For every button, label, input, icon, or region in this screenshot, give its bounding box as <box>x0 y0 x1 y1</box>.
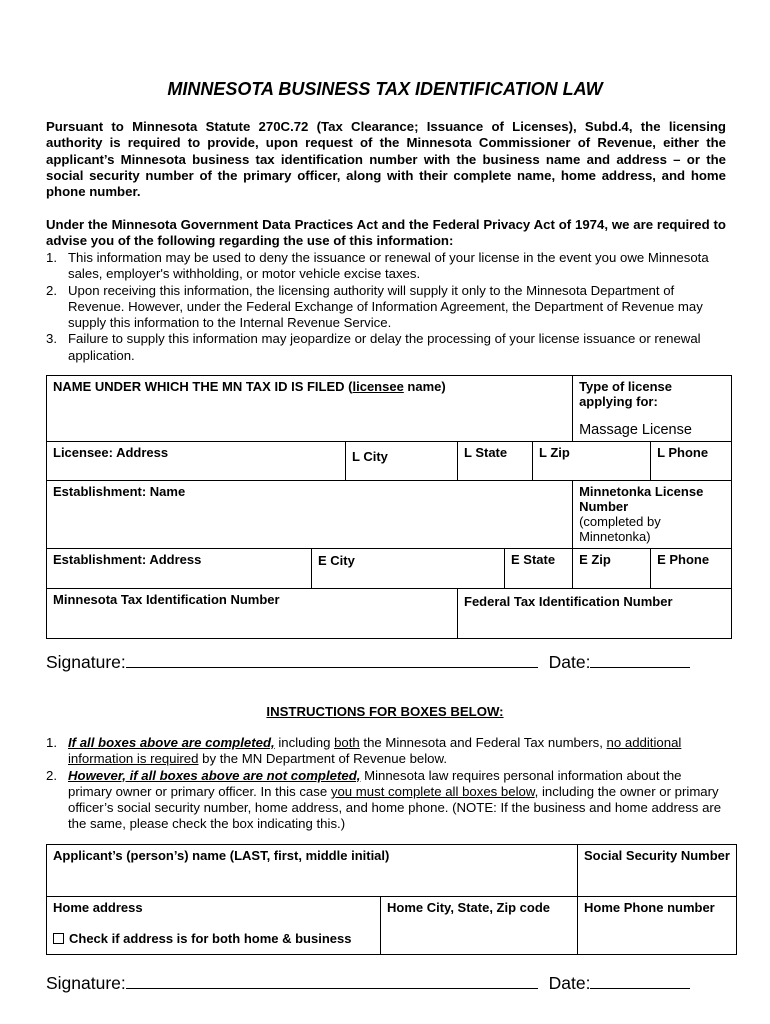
home-city-field[interactable]: Home City, State, Zip code <box>381 897 578 955</box>
license-type-value: Massage License <box>579 422 692 438</box>
minnetonka-license-field[interactable]: Minnetonka License Number (completed by Minnetonka) <box>573 481 732 549</box>
mn-tax-id-field[interactable]: Minnesota Tax Identification Number <box>47 589 458 639</box>
establishment-state-field[interactable]: E State <box>505 549 573 589</box>
business-form <box>46 375 732 639</box>
list-item: 2. However, if all boxes above are not completed, Minnesota law requires personal information about the primary owner or primary officer. In this case you must complete all boxes below, including the owner or primary officer’s social security number, home address, and home phone. (NOTE: If the business and home address are the same, please check the box indicating this.) <box>46 767 722 832</box>
date-line[interactable] <box>590 652 690 668</box>
federal-tax-id-field[interactable]: Federal Tax Identification Number <box>458 589 732 639</box>
establishment-phone-field[interactable]: E Phone <box>651 549 732 589</box>
licensee-name-field[interactable]: NAME UNDER WHICH THE MN TAX ID IS FILED (licensee name) <box>47 376 573 442</box>
ssn-field[interactable]: Social Security Number <box>578 845 737 897</box>
both-address-checkbox[interactable]: Check if address is for both home & business <box>53 931 374 946</box>
list-item: 1. This information may be used to deny the issuance or renewal of your license in the event you owe Minnesota sales, employer's withholding, or motor vehicle excise taxes. <box>46 250 709 282</box>
establishment-address-field[interactable]: Establishment: Address <box>47 549 312 589</box>
personal-info-form <box>46 844 737 955</box>
checkbox-icon[interactable] <box>53 933 64 944</box>
list-item: 2. Upon receiving this information, the licensing authority will supply it only to the Minnesota Department of Revenue. However, under the Federal Exchange of Information Agreement, the Department of Revenue may supply this information to the Internal Revenue Service. <box>46 282 703 331</box>
licensee-state-field[interactable]: L State <box>458 442 533 481</box>
notice-list <box>46 250 726 364</box>
instructions-list <box>46 735 726 833</box>
licensee-city-field[interactable]: L City <box>346 442 458 481</box>
page-title: MINNESOTA BUSINESS TAX IDENTIFICATION LAW <box>167 79 603 99</box>
signature-line[interactable] <box>126 652 538 668</box>
applicant-name-field[interactable]: Applicant’s (person’s) name (LAST, first, middle initial) <box>47 845 578 897</box>
list-item: 3. Failure to supply this information may jeopardize or delay the processing of your license issuance or renewal application. <box>46 331 701 363</box>
licensee-zip-field[interactable]: L Zip <box>533 442 651 481</box>
establishment-name-field[interactable]: Establishment: Name <box>47 481 573 549</box>
signature-row-1: Signature: Date: <box>46 652 690 673</box>
list-item: 1. If all boxes above are completed, including both the Minnesota and Federal Tax numbers, no additional information is required by the MN Department of Revenue below. <box>46 735 682 767</box>
intro-paragraph: Pursuant to Minnesota Statute 270C.72 (Tax Clearance; Issuance of Licenses), Subd.4, the licensing authority is required to provide, upon request of the Minnesota Commissioner of Revenue, either the applicant’s Minnesota business tax identification number with the business name and address – or the social security number of the primary officer, along with their complete name, home address, and home phone number. <box>46 119 726 200</box>
date-line[interactable] <box>590 973 690 989</box>
home-address-field[interactable]: Home address Check if address is for both home & business <box>47 897 381 955</box>
license-type-field[interactable] <box>573 376 732 442</box>
license-type-label: Type of license applying for: <box>579 379 673 409</box>
home-phone-field[interactable]: Home Phone number <box>578 897 737 955</box>
privacy-intro: Under the Minnesota Government Data Practices Act and the Federal Privacy Act of 1974, we are required to advise you of the following regarding the use of this information: <box>46 217 726 249</box>
licensee-phone-field[interactable]: L Phone <box>651 442 732 481</box>
signature-row-2: Signature: Date: <box>46 973 690 994</box>
establishment-zip-field[interactable]: E Zip <box>573 549 651 589</box>
establishment-city-field[interactable]: E City <box>312 549 505 589</box>
instructions-title: INSTRUCTIONS FOR BOXES BELOW: <box>266 704 504 719</box>
licensee-address-field[interactable]: Licensee: Address <box>47 442 346 481</box>
signature-line[interactable] <box>126 973 538 989</box>
